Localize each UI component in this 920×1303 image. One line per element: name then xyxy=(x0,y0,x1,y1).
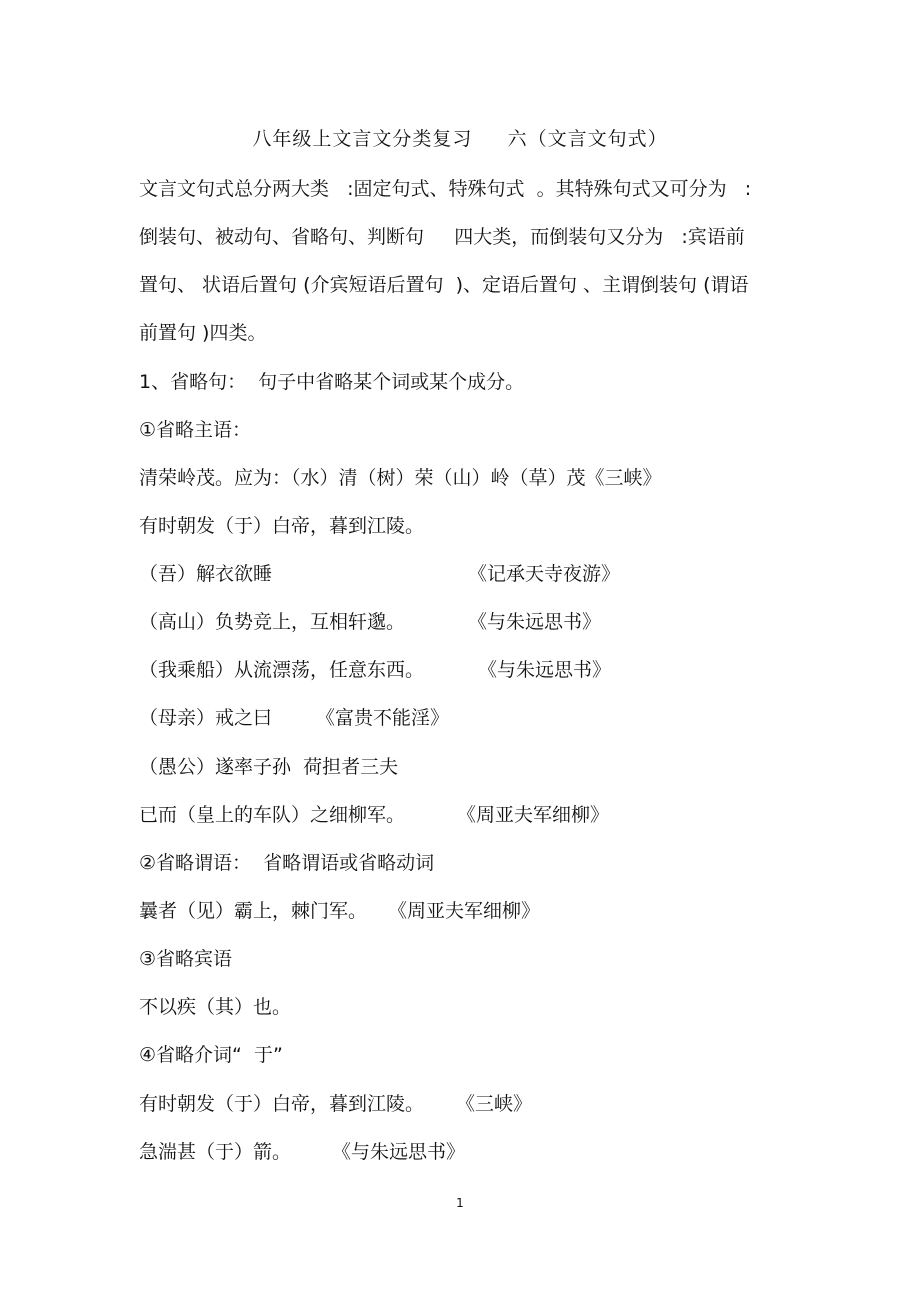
example-source: 《与朱远思书》 xyxy=(478,659,612,681)
section-heading-ellipsis: 1、省略句： 句子中省略某个词或某个成分。 xyxy=(139,371,525,393)
example-line: （高山）负势竞上，互相轩邈。 xyxy=(139,611,406,633)
example-line: （愚公）遂率子孙 荷担者三夫 xyxy=(139,756,399,778)
subheading-omit-object: ③省略宾语 xyxy=(139,948,233,970)
subheading-omit-predicate: ②省略谓语： 省略谓语或省略动词 xyxy=(139,852,435,874)
example-line: （我乘船）从流漂荡，任意东西。 xyxy=(139,659,425,681)
example-source: 《富贵不能淫》 xyxy=(316,707,450,729)
example-source: 《与朱远思书》 xyxy=(332,1141,466,1163)
example-line: 曩者（见）霸上，棘门军。 xyxy=(139,900,368,922)
example-source: 《记承天寺夜游》 xyxy=(468,563,621,585)
example-line: 急湍甚（于）箭。 xyxy=(139,1141,292,1163)
page-number: 1 xyxy=(456,1196,464,1210)
example-line: 清荣岭茂。应为：（水）清（树）荣（山）岭（草）茂《三峡》 xyxy=(139,467,662,489)
example-line: （母亲）戒之曰 xyxy=(139,707,273,729)
example-line: 有时朝发（于）白帝，暮到江陵。 xyxy=(139,1093,425,1115)
example-line: 已而（皇上的车队）之细柳军。 xyxy=(139,804,406,826)
subheading-omit-subject: ①省略主语： xyxy=(139,419,252,441)
example-line: （吾）解衣欲睡 xyxy=(139,563,273,585)
intro-line-4: 前置句 )四类。 xyxy=(139,322,267,344)
example-source: 《三峡》 xyxy=(456,1093,533,1115)
example-source: 《与朱远思书》 xyxy=(468,611,602,633)
intro-line-3: 置句、 状语后置句 (介宾短语后置句 )、定语后置句 、主谓倒装句 (谓语 xyxy=(139,274,749,296)
example-line: 不以疾（其）也。 xyxy=(139,996,292,1018)
subheading-omit-preposition: ④省略介词“ 于” xyxy=(139,1044,283,1066)
page-title: 八年级上文言文分类复习 六（文言文句式） xyxy=(252,128,668,150)
example-source: 《周亚夫军细柳》 xyxy=(457,804,610,826)
example-source: 《周亚夫军细柳》 xyxy=(388,900,541,922)
intro-line-2: 倒装句、被动句、省略句、判断句 四大类，而倒装句又分为 :宾语前 xyxy=(139,226,745,248)
example-line: 有时朝发（于）白帝，暮到江陵。 xyxy=(139,515,425,537)
intro-line-1: 文言文句式总分两大类 :固定句式、特殊句式 。其特殊句式又可分为 : xyxy=(139,178,752,200)
